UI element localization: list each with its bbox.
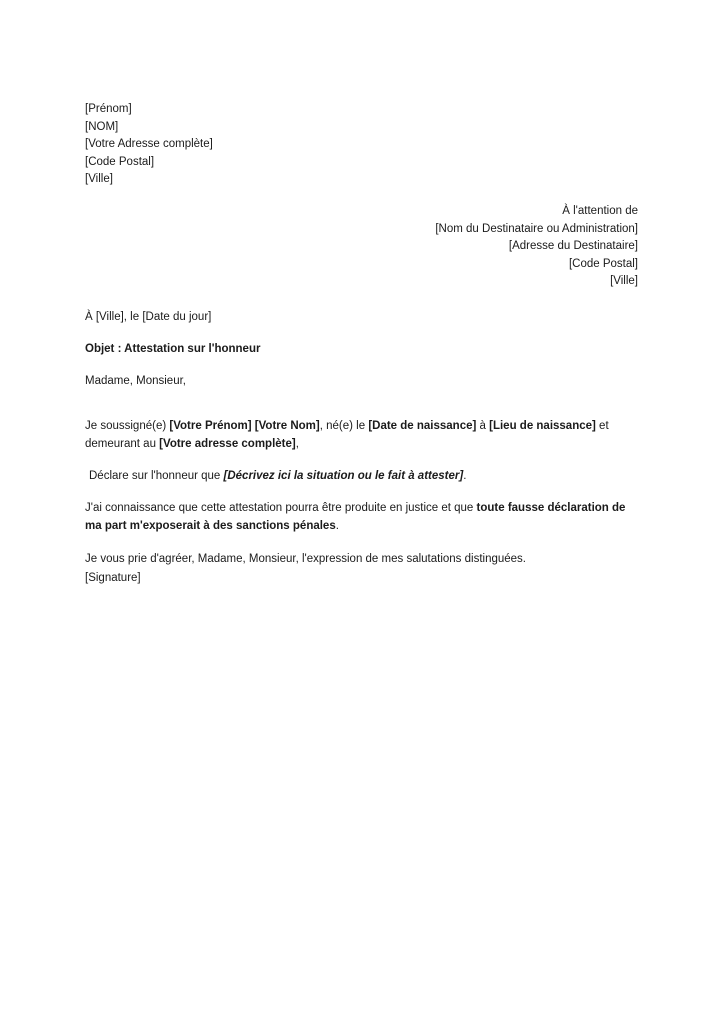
declare-placeholder-situation: [Décrivez ici la situation ou le fait à attester] <box>223 469 464 482</box>
paragraph-declare <box>89 467 638 486</box>
knowledge-text-2: . <box>335 520 339 533</box>
sender-line-postal-code: [Code Postal] <box>85 155 155 168</box>
paragraph-closing: Je vous prie d'agréer, Madame, Monsieur, l'expression de mes salutations distinguées. <box>85 552 526 565</box>
declaration-placeholder-birthplace: [Lieu de naissance] <box>489 419 596 432</box>
recipient-line-attention: À l'attention de <box>562 205 638 217</box>
knowledge-text-1: J'ai connaissance que cette attestation pourra être produite en justice et que <box>85 501 477 514</box>
recipient-line-city: [Ville] <box>610 275 638 288</box>
salutation-line: Madame, Monsieur, <box>85 375 186 387</box>
sender-line-city: [Ville] <box>85 173 113 186</box>
declaration-text-1: Je soussigné(e) <box>85 419 170 432</box>
declaration-placeholder-name: [Votre Prénom] [Votre Nom] <box>169 419 320 432</box>
recipient-address-block <box>435 203 638 291</box>
signature-placeholder: [Signature] <box>85 572 141 584</box>
declaration-text-2: , né(e) le <box>319 419 369 432</box>
sender-line-address: [Votre Adresse complète] <box>85 138 213 151</box>
sender-line-lastname: [NOM] <box>85 120 119 133</box>
paragraph-declaration <box>85 417 638 454</box>
recipient-line-postal-code: [Code Postal] <box>568 257 638 270</box>
declaration-text-4: et demeurant au <box>85 419 609 451</box>
declaration-placeholder-birthdate: [Date de naissance] <box>368 419 477 432</box>
declaration-text-5: , <box>295 438 299 451</box>
sender-address-block <box>85 101 213 189</box>
knowledge-emphasis-penalties: toute fausse déclaration de ma part m'exposerait à des sanctions pénales <box>85 501 626 533</box>
declare-text-1: Déclare sur l'honneur que <box>89 469 224 482</box>
date-line: À [Ville], le [Date du jour] <box>85 311 212 323</box>
declare-text-2: . <box>463 469 467 482</box>
declaration-text-3: à <box>476 419 490 432</box>
subject-line: Objet : Attestation sur l'honneur <box>85 343 261 355</box>
recipient-line-name: [Nom du Destinataire ou Administration] <box>435 222 638 235</box>
recipient-line-address: [Adresse du Destinataire] <box>508 240 638 253</box>
paragraph-legal-acknowledgement <box>85 499 638 536</box>
declaration-placeholder-address: [Votre adresse complète] <box>159 438 296 451</box>
sender-line-firstname: [Prénom] <box>85 103 132 115</box>
